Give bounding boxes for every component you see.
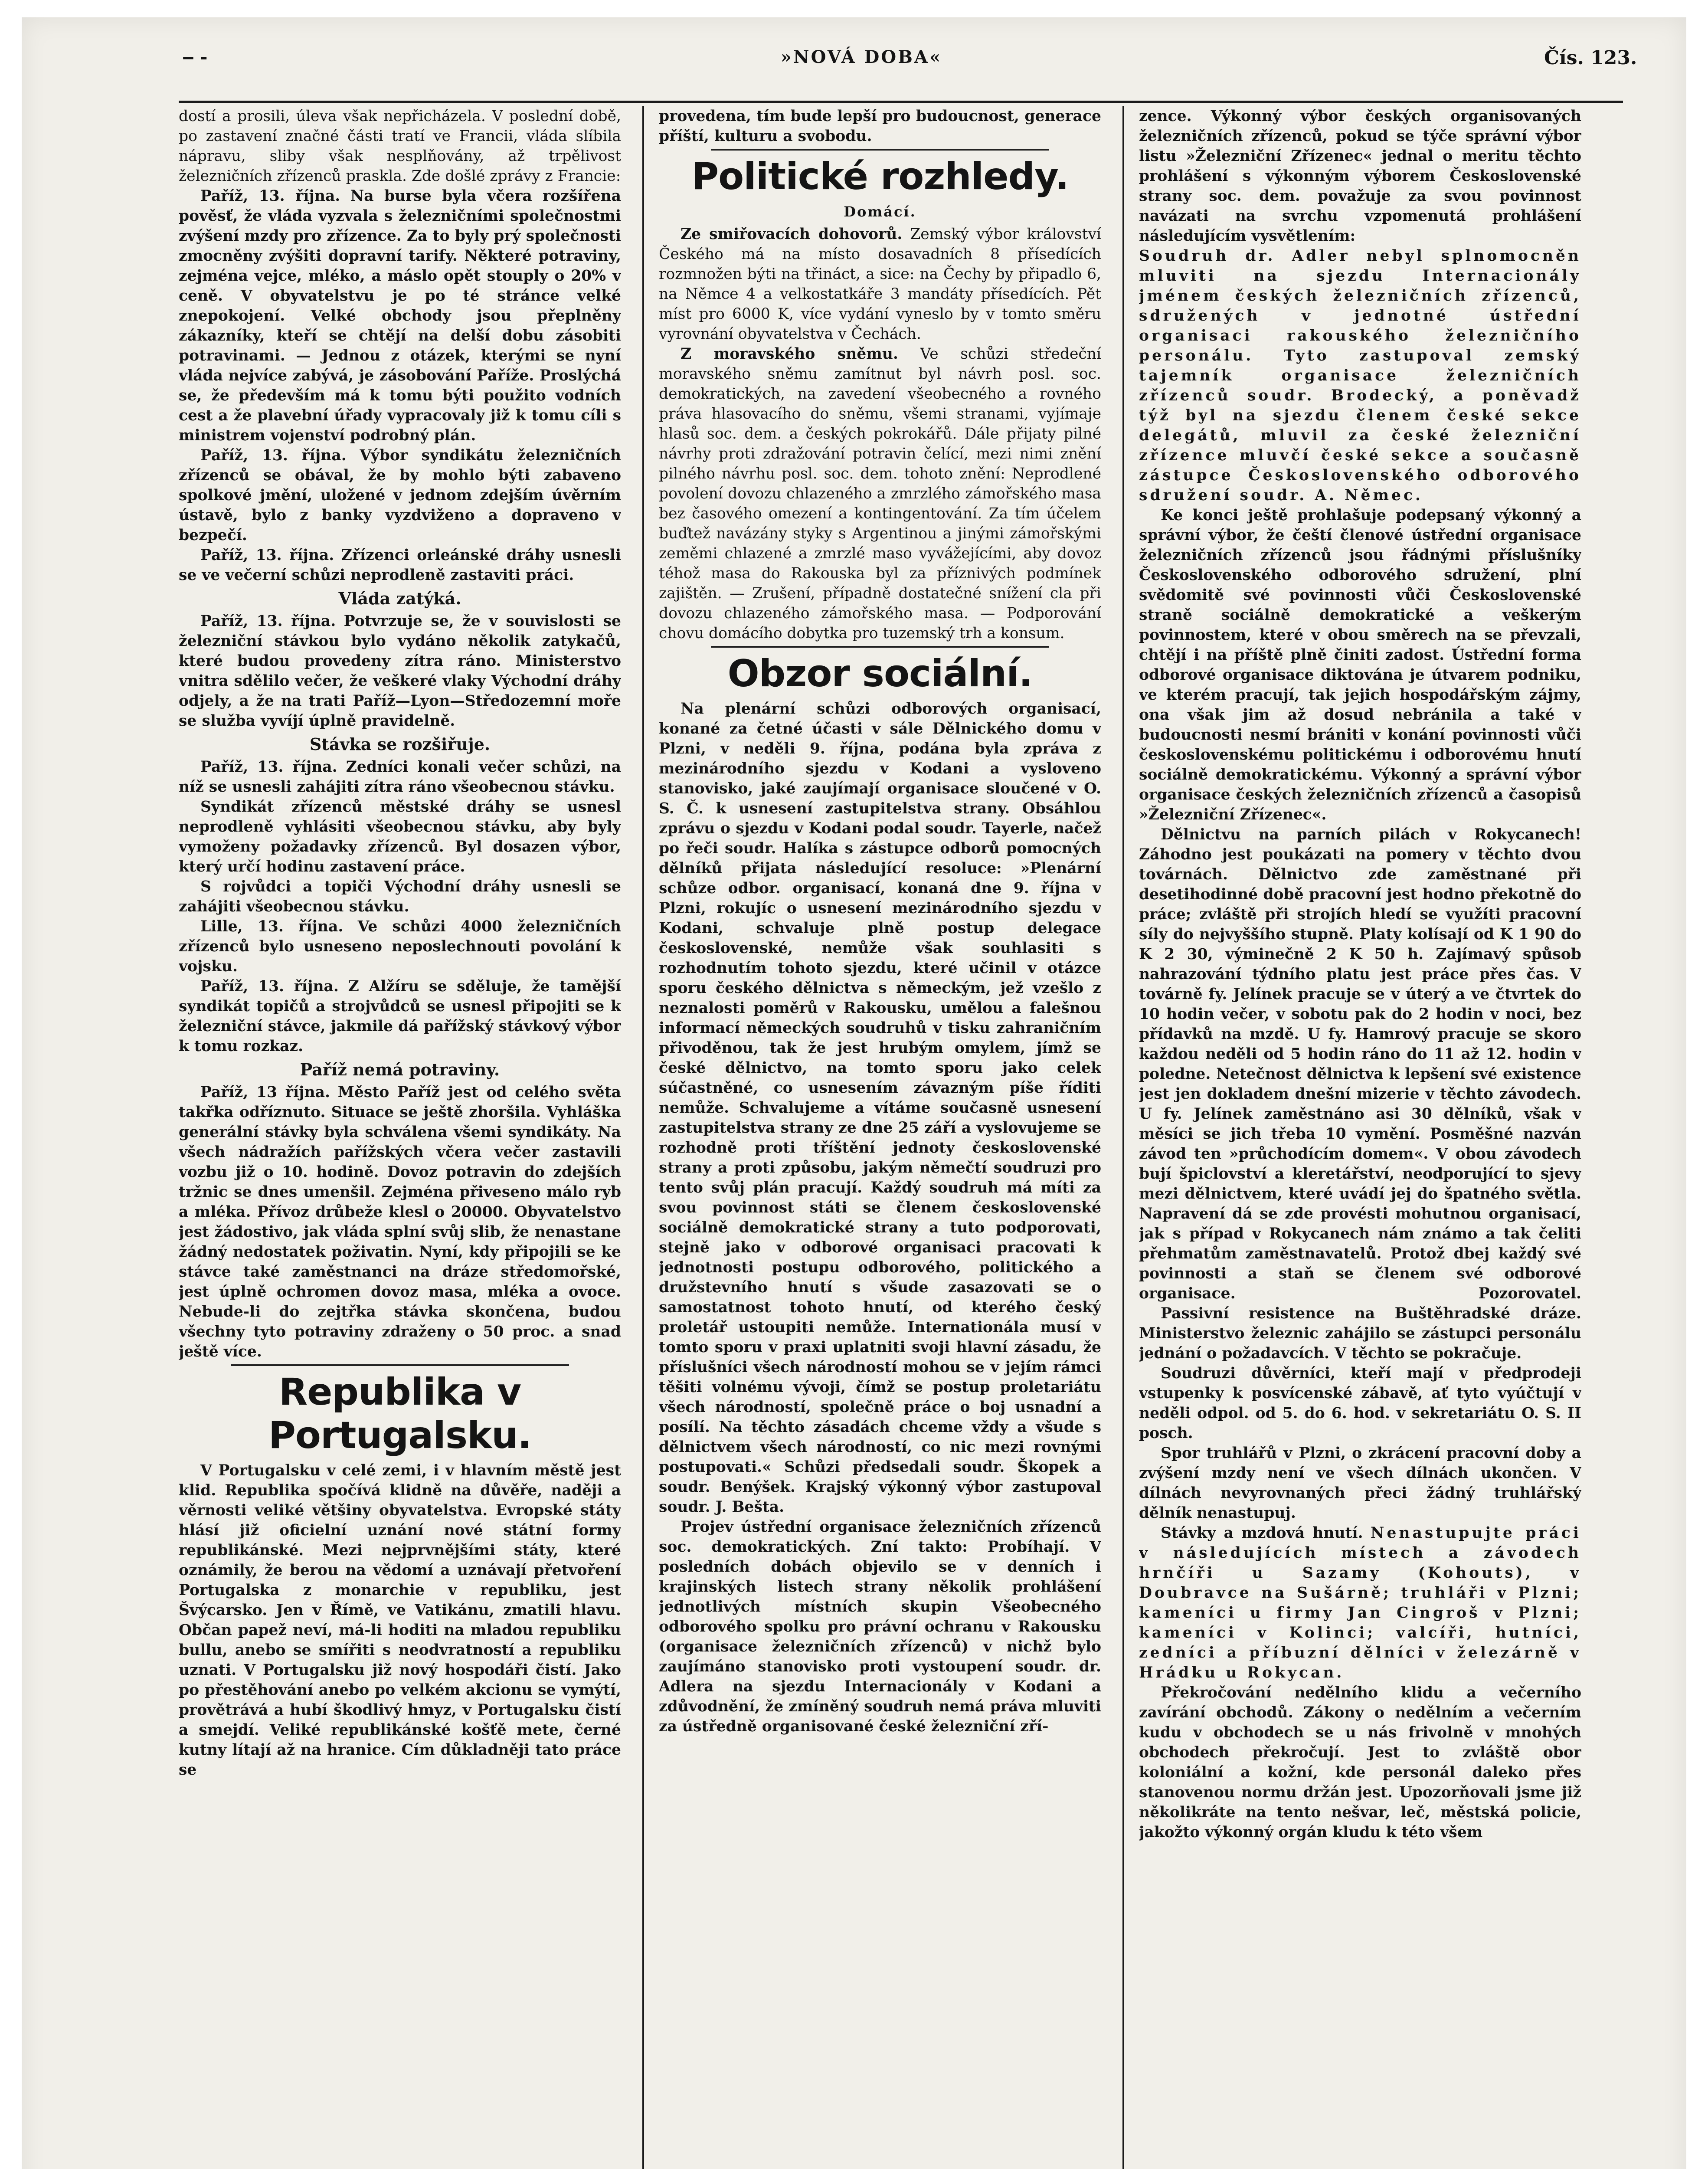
- section-rule: [711, 646, 1049, 648]
- item-lead: Stávky a mzdová hnutí.: [1161, 1524, 1363, 1542]
- masthead-title: »NOVÁ DOBA«: [781, 47, 942, 67]
- paragraph: Syndikát zřízenců městské dráhy se usnesl neprodleně vyhlásiti všeobecnou stávku, aby byly vymoženy požadavky zřízenců. Byl dosazen výbor, který určí hodinu zastavení práce.: [179, 798, 621, 875]
- paragraph: Z moravského sněmu. Ve schůzi středeční moravského sněmu zamítnut byl návrh posl. soc. demokratických, na zavedení všeobecného a rovného práva hlasovacího do sněmu, všemi stranami, vyjímaje hlasů soc. dem. a českých pokrokářů. Dále přijaty pilné návrhy proti zdražování potravin čelící, mezi nimi znění pilného návrhu posl. soc. dem. tohoto znění: Neprodlené povolení dovozu chlazeného a zmrzlého zámořského masa bez časového omezení a kontingentování. Za tím účelem buďtež navázány styky s Argentinou a jinými zámořskými zeměmi chlazené a zmrzlé maso vyvážejícími, aby dovoz téhož masa do Rakouska byl za příznivých podmínek zajištěn. — Zrušení, případně dostatečné snížení cla při dovozu chlazeného zámořského masa. — Podporování chovu domácího dobytka pro tuzemský trh a konsum.: [659, 345, 1101, 642]
- item-lead: Spor truhlářů v Plzni,: [1161, 1445, 1346, 1462]
- column-1: [179, 106, 621, 2169]
- paragraph: Passivní resistence na Buštěhradské dráze. Ministerstvo železnic zahájilo se zástupci personálu jednání o požadavcích. V těchto se pokračuje.: [1139, 1305, 1581, 1362]
- issue-number: Čís. 123.: [1544, 47, 1637, 69]
- dateline: Paříž, 13. října.: [200, 547, 334, 564]
- paragraph: Spor truhlářů v Plzni, o zkrácení pracovní doby a zvýšení mzdy není ve všech dílnách ukončen. V dílnách nevyrovnaných přeci žádný truhlářský dělník nenastupuj.: [1139, 1445, 1581, 1522]
- dateline: Paříž, 13. října.: [200, 447, 347, 464]
- dateline: Paříž, 13 října.: [200, 1084, 330, 1101]
- header-left-mark: ‒ ‑: [182, 47, 208, 67]
- paragraph: Paříž, 13. října. Výbor syndikátu železničních zřízenců se obával, že by mohlo býti zabaveno spolkové jmění, uložené v jednom zdejším úvěrním ústavě, bylo z banky vyzdviženo a dopraveno v bezpečí.: [179, 447, 621, 544]
- dateline: Paříž, 13. října.: [200, 978, 339, 995]
- item-lead: Ze smiřovacích dohovorů.: [681, 226, 903, 243]
- paragraph: Na plenární schůzi odborových organisací, konané za četné účasti v sále Dělnického domu v Plzni, v neděli 9. října, podána byla zpráva z mezinárodního sjezdu v Kodani a vysloveno stanovisko, jaké zaujímají organisace sloučené v O. S. Č. k usnesení zastupitelstva strany. Obsáhlou zprávu o sjezdu v Kodani podal soudr. Tayerle, načež po řeči soudr. Halíka s zástupce odborů pomocných dělníků přijata následující resoluce: »Plenární schůze odbor. organisací, konaná dne 9. října v Plzni, rokujíc o usnesení mezinárodního sjezdu v Kodani, schvaluje plně postup delegace československé, nemůže však souhlasiti s rozhodnutím tohoto sjezdu, které učinil v otázce sporu českého dělnictva s německým, jež vzešlo z neznalosti poměrů v Rakousku, umělou a falešnou informací německých soudruhů v tisku zahraničním přivoděnou, tak že jest hrubým omylem, jímž se české dělnictvo, na tomto sporu jako celek súčastněné, co usnesením závazným píše říditi nemůže. Schvalujeme a vítáme současně usnesení zastupitelstva strany ze dne 25 září a vyslovujeme se rozhodně proti tříštění jednoty československé strany a proti způsobu, jakým němečtí soudruzi pro tento svůj plán pracují. Každý soudruh má míti za svou povinnost státi se členem československé sociálně demokratické strany a tuto podporovati, stejně jako v odborové organisaci pracovati k jednotnosti postupu odborového, politického a družstevního hnutí s všude zasazovati se o samostatnost tohoto hnutí, od kterého český proletář ustoupiti nemůže. Internationála musí v tomto sporu v praxi uplatniti svoji hlavní zásadu, že příslušníci všech národností mohou se v jejím rámci těšiti volnému vývoji, čímž se postup proletariátu všech národností, společně práce o boj usnadní a posílí. Na těchto zásadách chceme vždy a všude s dělnictvem všech národností, co nic mezi rovnými postupovati.« Schůzi předsedali soudr. Škopek a soudr. Benýšek. Krajský výkonný výbor zastupoval soudr. J. Bešta.: [659, 700, 1101, 1516]
- item-lead: Projev ústřední organisace železničních zřízenců soc. demokratických.: [659, 1518, 1101, 1556]
- paragraph: Paříž, 13 října. Město Paříž jest od celého světa takřka odříznuto. Situace se ještě zhoršila. Vyhláška generální stávky byla schválena všemi syndikáty. Na všech nádražích pařížských včera večer zastavili vozbu již o 10. hodině. Dovoz potravin do zdejších tržnic se dnes umenšil. Zejména přiveseno málo ryb a mléka. Přívoz drůbeže klesl o 20000. Obyvatelstvo jest žádostivo, jak vláda splní svůj slib, že nenastane žádný nedostatek poživatin. Nyní, kdy připojili se ke stávce také zaměstnanci na dráze středomořské, jest úplně ochromen dovoz masa, mléka a ovoce. Nebude-li do zejtřka stávka skončena, budou všechny tyto potraviny zdraženy o 50 proc. a snad ještě více.: [179, 1084, 621, 1360]
- paragraph: Lille, 13. října. Ve schůzi 4000 železničních zřízenců bylo usneseno neposlechnouti povolání k vojsku.: [179, 918, 621, 975]
- paragraph: Paříž, 13. října. Zřízenci orleánské dráhy usnesli se ve večerní schůzi neprodleně zastaviti práci.: [179, 547, 621, 584]
- paragraph: Dělnictvu na parních pilách v Rokycanech! Záhodno jest poukázati na pomery v těchto dvou továrnách. Dělnictvo zde zaměstnané při desetihodinné době pracovní jest hodno překotně do práce; zvláště při strojích hledí se využíti pracovní síly do nejvyššího stupně. Platy kolísají od K 1 90 do K 2 30, výminečně 2 K 50 h. Zajímavý spůsob nahrazování týdního platu jest práce přes čas. V továrně fy. Jelínek pracuje se v úterý a ve čtvrtek do 10 hodin večer, v sobotu pak do 2 hodin v noci, bez přídavků na mzdě. U fy. Hamrový pracuje se skoro každou neděli od 5 hodin ráno do 11 až 12. hodin v poledne. Netečnost dělnictva k lepšení své existence jest jen dokladem dnešní mizerie v těchto závodech. U fy. Jelínek zaměstnáno asi 30 dělníků, však v měsíci se jich třeba 10 vymění. Posměšné nazván závod ten »průchodícím domem«. V obou závodech bují špiclovství a kleretářství, neodporující to sjevy mezi dělnictvem, které uvádí jej do špatného světla. Napravení dá se zde provésti mohutnou organisací, jak s případ v Rokycanech nám známo a tak čeliti přehmatům zaměstnavatelů. Protož dbej každý své povinnosti a staň se členem své odborové organisace. Pozorovatel.: [1139, 825, 1581, 1304]
- section-heading: Obzor sociální.: [727, 652, 1033, 695]
- dateline: Paříž, 13. října.: [200, 758, 337, 776]
- paragraph: Překročování nedělního klidu a večerního zavírání obchodů. Zákony o nedělním a večerním kudu v obchodech se u nás frivolně v mnohých obchodech překročují. Jest to zvláště obor koloniální a kožní, kde personál daleko přes stanovenou normu držán jest. Upozorňovali jsme již několikráte na tento nešvar, leč, městská policie, jakožto výkonný orgán kludu k této všem: [1139, 1684, 1581, 1841]
- paragraph: Paříž, 13. října. Z Alžíru se sděluje, že tamější syndikát topičů a strojvůdců se usnesl připojiti se k železniční stávce, jakmile dá pařížský stávkový výbor k tomu rozkaz.: [179, 978, 621, 1055]
- item-lead: Soudruzi důvěrníci,: [1161, 1365, 1336, 1382]
- section-rule: [231, 1364, 569, 1366]
- paragraph: Stávky a mzdová hnutí. Nenastupujte práci v následujících místech a závodech hrnčíři u Sazamy (Kohouts), v Doubravce na Sušárně; truhláři v Plzni; kameníci u firmy Jan Cingroš v Plzni; kameníci v Kolinci; valcíři, hutníci, zedníci a příbuzní dělníci v železárně v Hrádku u Rokycan.: [1139, 1524, 1581, 1681]
- paragraph: Soudruh dr. Adler nebyl splnomocněn mluviti na sjezdu Internacionály jménem českých železničních zřízenců, sdružených v jednotné ústřední organisaci rakouského železničního personálu. Tyto zastupoval zemský tajemník organisace železničních zřízenců soudr. Brodecký, a poněvadž týž byl na sjezdu členem české sekce delegátů, mluvil za české železniční zřízence mluvčí české sekce a současně zástupce Československého odborového sdružení soudr. A. Němec.: [1139, 247, 1581, 504]
- column-divider: [642, 106, 644, 2169]
- header-rule: [179, 101, 1623, 103]
- paragraph: provedena, tím bude lepší pro budoucnost, generace příští, kulturu a svobodu.: [659, 108, 1101, 145]
- paragraph: Paříž, 13. října. Potvrzuje se, že v souvislosti se železniční stávkou bylo vydáno několik zatykačů, které budou provedeny zítra ráno. Ministerstvo vnitra sdělilo večer, že veškeré vlaky Východní dráhy odjely, a že na trati Paříž—Lyon—Středozemní moře se služba vyvíjí úplně pravidelně.: [179, 613, 621, 730]
- dateline: Paříž, 13. října.: [200, 187, 340, 205]
- paragraph: zence. Výkonný výbor českých organisovaných železničních zřízenců, pokud se týče správní výbor listu »Železniční Zřízenec« jednal o meritu těchto prohlášení s výkonným výborem Československé strany soc. dem. považuje za svou povinnost navázati na svrchu vzpomenutá prohlášení následujícím vysvětlením:: [1139, 108, 1581, 245]
- section-heading: Republika v Portugalsku.: [268, 1370, 532, 1457]
- item-lead: Dělnictvu na parních pilách v Rokycanech!: [1161, 826, 1581, 843]
- signature: Pozorovatel.: [1478, 1285, 1581, 1302]
- item-lead: Z moravského sněmu.: [681, 345, 898, 363]
- subheading: Domácí.: [844, 203, 916, 220]
- section-heading: Politické rozhledy.: [691, 155, 1069, 198]
- paragraph: Projev ústřední organisace železničních zřízenců soc. demokratických. Zní takto: Probíhají. V posledních dobách objevilo se v denních i krajinských listech strany několik prohlášení jednotlivých místních skupin Všeobecného odborového spolku pro právní ochranu v Rakousku (organisace železničních zřízenců) v nichž bylo zaujímáno stanovisko proti vystoupení soudr. dr. Adlera na sjezdu Internacionály v Kodani a zdůvodnění, že zmíněný soudruh nemá práva mluviti za ústředně organisované české železniční zří-: [659, 1518, 1101, 1735]
- paragraph: Ze smiřovacích dohovorů. Zemský výbor království Českého má na místo dosavadních 8 přísedících rozmnožen býti na třináct, a sice: na Čechy by připadlo 6, na Němce 4 a velkostatkáře 3 mandáty přísedících. Pět míst pro 6000 K, více vydání vyneslo by v tomto směru vyrovnání obyvatelstva v Čechách.: [659, 226, 1101, 343]
- paragraph: dostí a prosili, úleva však nepřicházela. V poslední době, po zastavení značné části tratí ve Francii, vláda slíbila nápravu, sliby však nesplňovány, až trpělivost železničních zřízenců praskla. Zde došlé zprávy z Francie:: [179, 108, 621, 185]
- subheading: Paříž nemá potraviny.: [300, 1060, 500, 1079]
- column-2: [659, 106, 1101, 2169]
- paragraph: V Portugalsku v celé zemi, i v hlavním městě jest klid. Republika spočívá klidně na důvěře, naději a věrnosti veliké většiny obyvatelstva. Evropské státy hlásí již oficielní uznání nové státní formy republikánské. Mezi nejprvnějšími státy, které oznámily, že berou na vědomí a uznávají přetvoření Portugalska z monarchie v republiku, jest Švýcarsko. Jen v Římě, ve Vatikánu, zmatili hlavu. Občan papež neví, má-li hoditi na mladou republiku bullu, anebo se smířiti s neodvratností a republiku uznati. V Portugalsku již nový hospodáři čistí. Jako po přestěhování anebo po velkém akcionu se vymýtí, provětrává a hubí škodlivý hmyz, v Portugalsku čistí a smejdí. Veliké republikánské košťě mete, černé kutny lítají až na hranice. Cím důkladněji tato práce se: [179, 1462, 621, 1779]
- paragraph: Paříž, 13. října. Zedníci konali večer schůzi, na níž se usnesli zahájiti zítra ráno všeobecnou stávku.: [179, 758, 621, 796]
- subheading: Stávka se rozšiřuje.: [309, 734, 491, 754]
- dateline: Lille, 13. října.: [200, 918, 344, 935]
- paragraph: Soudruzi důvěrníci, kteří mají v předprodeji vstupenky k posvícenské zábavě, ať tyto vyúčtují v neděli odpol. od 5. do 6. hod. v sekretariátu O. S. II posch.: [1139, 1365, 1581, 1442]
- paragraph: Paříž, 13. října. Na burse byla včera rozšířena pověsť, že vláda vyzvala s železničními společnostmi zvýšení mzdy pro zřízence. Za to byly prý společnosti zmocněny zvýšiti dopravní tarify. Některé potraviny, zejména vejce, mléko, a máslo opět stouply o 20% v ceně. V obyvatelstvu je po té stránce velké znepokojení. Velké obchody jsou přeplněny zákazníky, kteří se chtějí na delší dobu zásobiti potravinami. — Jednou z otázek, kterými se nyní vláda nejvíce zabývá, je zásobování Paříže. Proslýchá se, že především má k tomu býti použito vodních cest a že plavební úřady vypracovaly již k tomu cíli s ministrem vojenství podrobný plán.: [179, 187, 621, 444]
- column-3: [1139, 106, 1581, 2169]
- paragraph: S rojvůdci a topiči Východní dráhy usnesli se zahájiti všeobecnou stávku.: [179, 878, 621, 915]
- item-lead: Na plenární schůzi odborových organisací,: [681, 700, 1101, 718]
- item-lead: Překročování nedělního klidu a večerního zavírání obchodů.: [1139, 1684, 1581, 1721]
- column-divider: [1122, 106, 1124, 2169]
- dateline: Paříž, 13. října.: [200, 613, 336, 630]
- section-rule: [711, 149, 1049, 151]
- item-lead: Passivní resistence na Buštěhradské dráze.: [1161, 1305, 1581, 1322]
- paragraph: Ke konci ještě prohlašuje podepsaný výkonný a správní výbor, že čeští členové ústřední organisace železničních zřízenců jsou řádnými příslušníky Československého odborového sdružení, plní svědomitě své povinnosti vůči Československé straně sociálně demokratické a veškerým povinnostem, které v obou směrech na se převzali, chtějí i na příště plně činiti zadost. Ústřední forma odborové organisace diktována je útvarem podniku, ve kterém pracují, tak jejich hospodářským zájmy, ona však jim až dosud nebránila a také v budoucnosti nesmí brániti v konání povinnosti vůči československému politickému i odborovému hnutí sociálně demokratickému. Výkonný a správní výbor organisace českých železničních zřízenců a časopisů »Železniční Zřízenec«.: [1139, 507, 1581, 823]
- subheading: Vláda zatýká.: [338, 589, 461, 608]
